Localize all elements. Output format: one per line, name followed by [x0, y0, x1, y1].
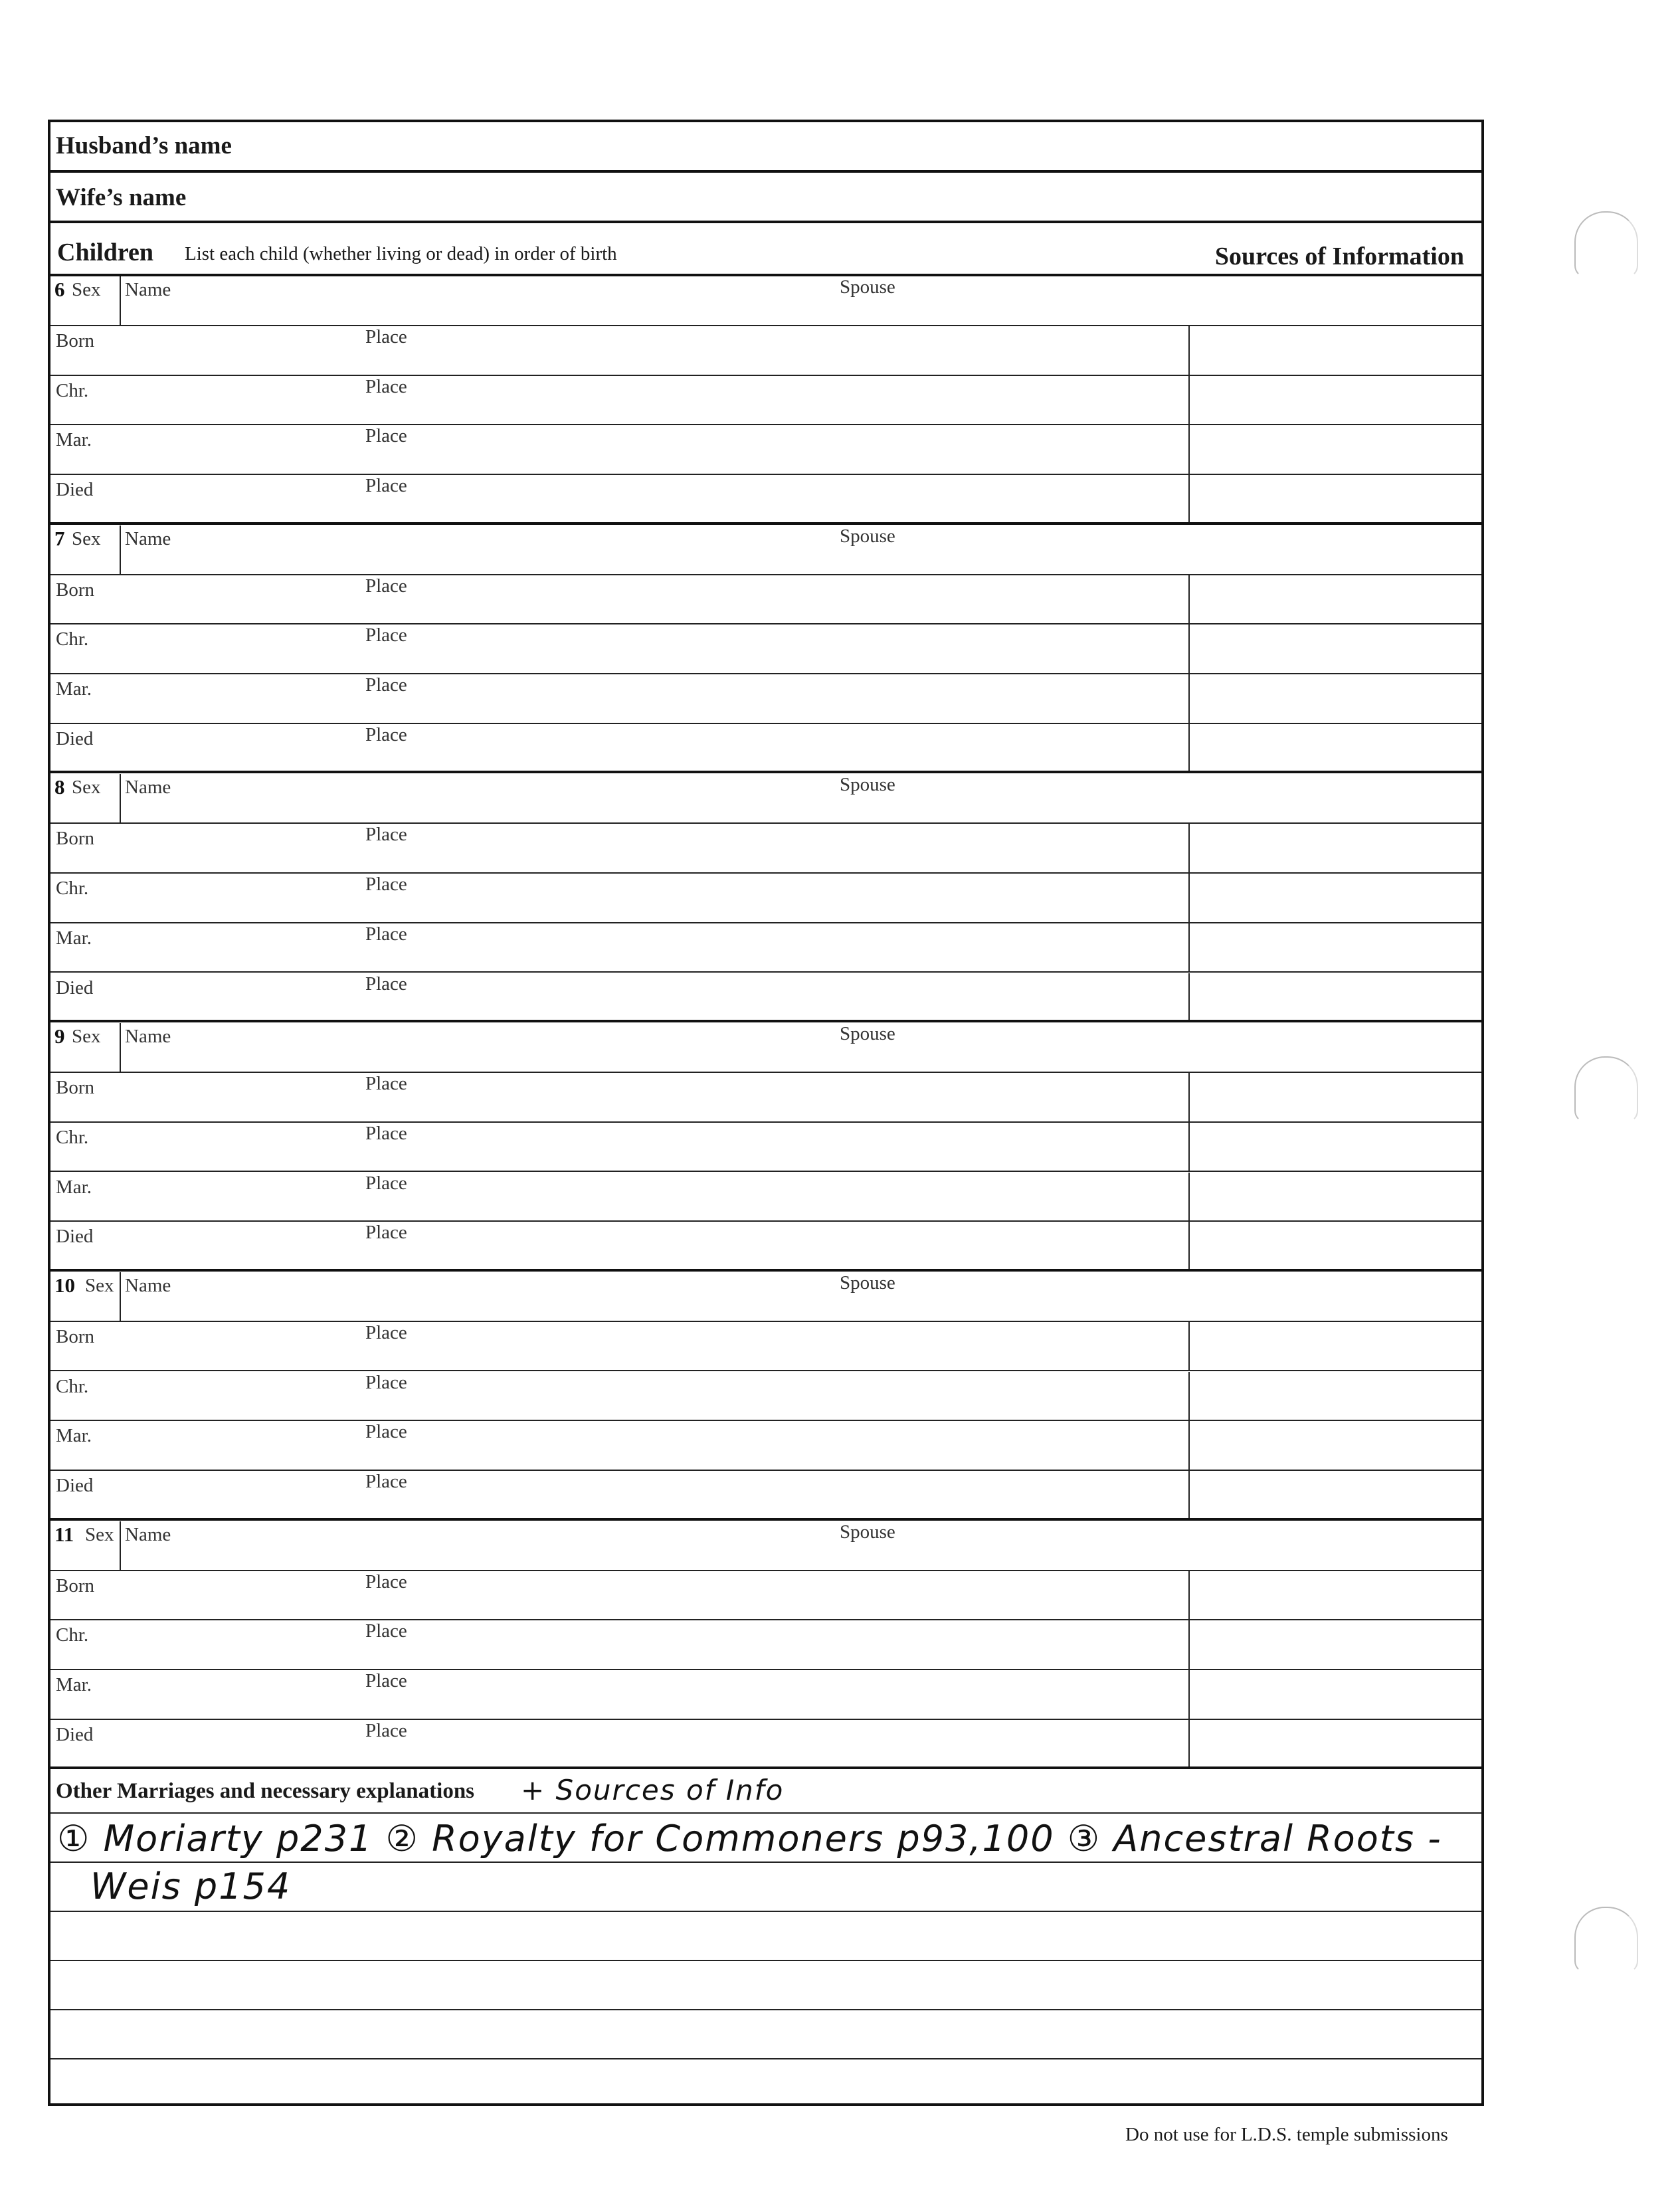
child-event-row [50, 874, 1481, 923]
child-spouse-label: Spouse [840, 276, 895, 298]
other-marriages-row [50, 1765, 1481, 1814]
event-label: Born [56, 330, 94, 351]
child-event-row [50, 1421, 1481, 1471]
child-event-row [50, 1173, 1481, 1222]
event-label: Died [56, 1723, 94, 1745]
place-label: Place [365, 1222, 407, 1244]
event-label: Mar. [56, 429, 92, 451]
child-event-row [50, 1222, 1481, 1272]
place-label: Place [365, 475, 407, 497]
source-column-divider [1188, 624, 1190, 673]
child-spouse-label: Spouse [840, 525, 895, 547]
place-label: Place [365, 624, 407, 646]
event-label: Born [56, 1325, 94, 1347]
source-column-divider [1188, 376, 1190, 425]
child-spouse-label: Spouse [840, 1521, 895, 1543]
place-label: Place [365, 575, 407, 597]
child-name-row [50, 1272, 1481, 1322]
place-label: Place [365, 1073, 407, 1095]
child-sex-label: Sex [72, 527, 101, 549]
name-divider [120, 276, 121, 325]
name-divider [120, 1272, 121, 1321]
children-title: Children [57, 239, 154, 266]
source-column-divider [1188, 674, 1190, 723]
source-column-divider [1188, 923, 1190, 972]
event-label: Died [56, 727, 94, 749]
event-label: Chr. [56, 1375, 89, 1397]
source-column-divider [1188, 1471, 1190, 1518]
source-column-divider [1188, 1571, 1190, 1620]
child-sex-label: Sex [85, 1274, 114, 1296]
husband-name-label: Husband’s name [56, 132, 232, 159]
handwritten-notes-line-2: Weis p154 [90, 1865, 292, 1907]
child-event-row [50, 575, 1481, 625]
event-label: Mar. [56, 1176, 92, 1198]
source-column-divider [1188, 973, 1190, 1020]
place-label: Place [365, 1620, 407, 1642]
sources-of-information-label: Sources of Information [1214, 242, 1464, 270]
children-subtitle: List each child (whether living or dead) in order of birth [185, 243, 617, 264]
notes-line-4 [50, 1961, 1481, 2010]
source-column-divider [1188, 1173, 1190, 1221]
event-label: Died [56, 1474, 94, 1496]
child-name-label: Name [125, 279, 171, 300]
place-label: Place [365, 1670, 407, 1691]
child-name-row [50, 1521, 1481, 1571]
event-label: Chr. [56, 878, 89, 900]
event-label: Born [56, 1575, 94, 1596]
source-column-divider [1188, 1222, 1190, 1269]
source-column-divider [1188, 1322, 1190, 1371]
child-event-row [50, 425, 1481, 475]
place-label: Place [365, 1371, 407, 1393]
binder-hole-bottom [1574, 1907, 1638, 1973]
notes-line-2 [50, 1863, 1481, 1912]
children-header-row [50, 223, 1481, 276]
handwritten-sources-note: + Sources of Info [521, 1774, 785, 1806]
husband-name-row [50, 122, 1481, 173]
place-label: Place [365, 1719, 407, 1741]
event-label: Mar. [56, 678, 92, 700]
place-label: Place [365, 1421, 407, 1443]
place-label: Place [365, 824, 407, 846]
wife-name-label: Wife’s name [56, 184, 187, 211]
name-divider [120, 1023, 121, 1072]
event-label: Mar. [56, 1425, 92, 1447]
source-column-divider [1188, 326, 1190, 375]
child-number: 9 [54, 1024, 65, 1048]
child-event-row [50, 1620, 1481, 1670]
child-event-row [50, 1123, 1481, 1173]
event-label: Died [56, 479, 94, 501]
event-label: Born [56, 1077, 94, 1099]
child-name-row [50, 774, 1481, 824]
child-name-row [50, 525, 1481, 575]
source-column-divider [1188, 425, 1190, 474]
source-column-divider [1188, 1670, 1190, 1719]
place-label: Place [365, 674, 407, 696]
place-label: Place [365, 326, 407, 347]
place-label: Place [365, 1571, 407, 1592]
source-column-divider [1188, 1073, 1190, 1121]
source-column-divider [1188, 1123, 1190, 1171]
child-number: 6 [54, 278, 65, 301]
child-event-row [50, 1372, 1481, 1422]
source-column-divider [1188, 724, 1190, 771]
place-label: Place [365, 425, 407, 447]
child-event-row [50, 923, 1481, 973]
child-event-row [50, 376, 1481, 426]
child-number: 7 [54, 526, 65, 550]
child-number: 8 [54, 775, 65, 799]
child-event-row [50, 1720, 1481, 1770]
child-sex-label: Sex [72, 777, 101, 799]
child-event-row [50, 624, 1481, 674]
child-name-label: Name [125, 1026, 171, 1048]
child-event-row [50, 1471, 1481, 1521]
event-label: Born [56, 828, 94, 850]
place-label: Place [365, 723, 407, 745]
source-column-divider [1188, 475, 1190, 522]
child-sex-label: Sex [72, 279, 101, 300]
footer-notice: Do not use for L.D.S. temple submissions [1125, 2124, 1448, 2145]
child-event-row [50, 326, 1481, 376]
source-column-divider [1188, 1720, 1190, 1767]
child-spouse-label: Spouse [840, 774, 895, 796]
name-divider [120, 525, 121, 574]
child-event-row [50, 1073, 1481, 1123]
child-name-label: Name [125, 1523, 171, 1545]
source-column-divider [1188, 1421, 1190, 1470]
child-event-row [50, 1571, 1481, 1621]
place-label: Place [365, 375, 407, 397]
child-name-label: Name [125, 527, 171, 549]
child-name-label: Name [125, 777, 171, 799]
source-column-divider [1188, 874, 1190, 922]
child-event-row [50, 674, 1481, 724]
family-group-sheet-form [48, 120, 1484, 2106]
child-name-row [50, 276, 1481, 326]
place-label: Place [365, 1321, 407, 1343]
source-column-divider [1188, 824, 1190, 872]
place-label: Place [365, 874, 407, 896]
child-event-row [50, 1670, 1481, 1720]
notes-line-5 [50, 2010, 1481, 2059]
place-label: Place [365, 1122, 407, 1144]
notes-line-3 [50, 1912, 1481, 1961]
place-label: Place [365, 1172, 407, 1194]
child-name-label: Name [125, 1274, 171, 1296]
place-label: Place [365, 973, 407, 995]
child-number: 11 [54, 1522, 74, 1546]
event-label: Chr. [56, 628, 89, 650]
event-label: Chr. [56, 379, 89, 401]
child-sex-label: Sex [85, 1523, 114, 1545]
child-name-row [50, 1023, 1481, 1073]
source-column-divider [1188, 1620, 1190, 1669]
event-label: Died [56, 1226, 94, 1248]
name-divider [120, 1521, 121, 1570]
wife-name-row [50, 173, 1481, 223]
child-event-row [50, 475, 1481, 525]
place-label: Place [365, 1470, 407, 1492]
child-event-row [50, 824, 1481, 874]
child-event-row [50, 973, 1481, 1023]
child-sex-label: Sex [72, 1026, 101, 1048]
binder-hole-middle [1574, 1056, 1638, 1123]
handwritten-notes-line-1: ① Moriarty p231 ② Royalty for Commoners p93,100 ③ Ancestral Roots - [57, 1818, 1442, 1860]
child-number: 10 [54, 1273, 75, 1297]
notes-line-1 [50, 1814, 1481, 1863]
event-label: Chr. [56, 1624, 89, 1646]
event-label: Mar. [56, 1673, 92, 1695]
event-label: Chr. [56, 1126, 89, 1148]
other-marriages-label: Other Marriages and necessary explanations [56, 1779, 475, 1803]
event-label: Mar. [56, 927, 92, 949]
child-spouse-label: Spouse [840, 1272, 895, 1293]
child-event-row [50, 724, 1481, 774]
source-column-divider [1188, 575, 1190, 624]
source-column-divider [1188, 1372, 1190, 1420]
child-spouse-label: Spouse [840, 1023, 895, 1045]
child-event-row [50, 1322, 1481, 1372]
name-divider [120, 774, 121, 822]
event-label: Born [56, 579, 94, 601]
event-label: Died [56, 977, 94, 999]
place-label: Place [365, 923, 407, 945]
binder-hole-top [1574, 211, 1638, 278]
